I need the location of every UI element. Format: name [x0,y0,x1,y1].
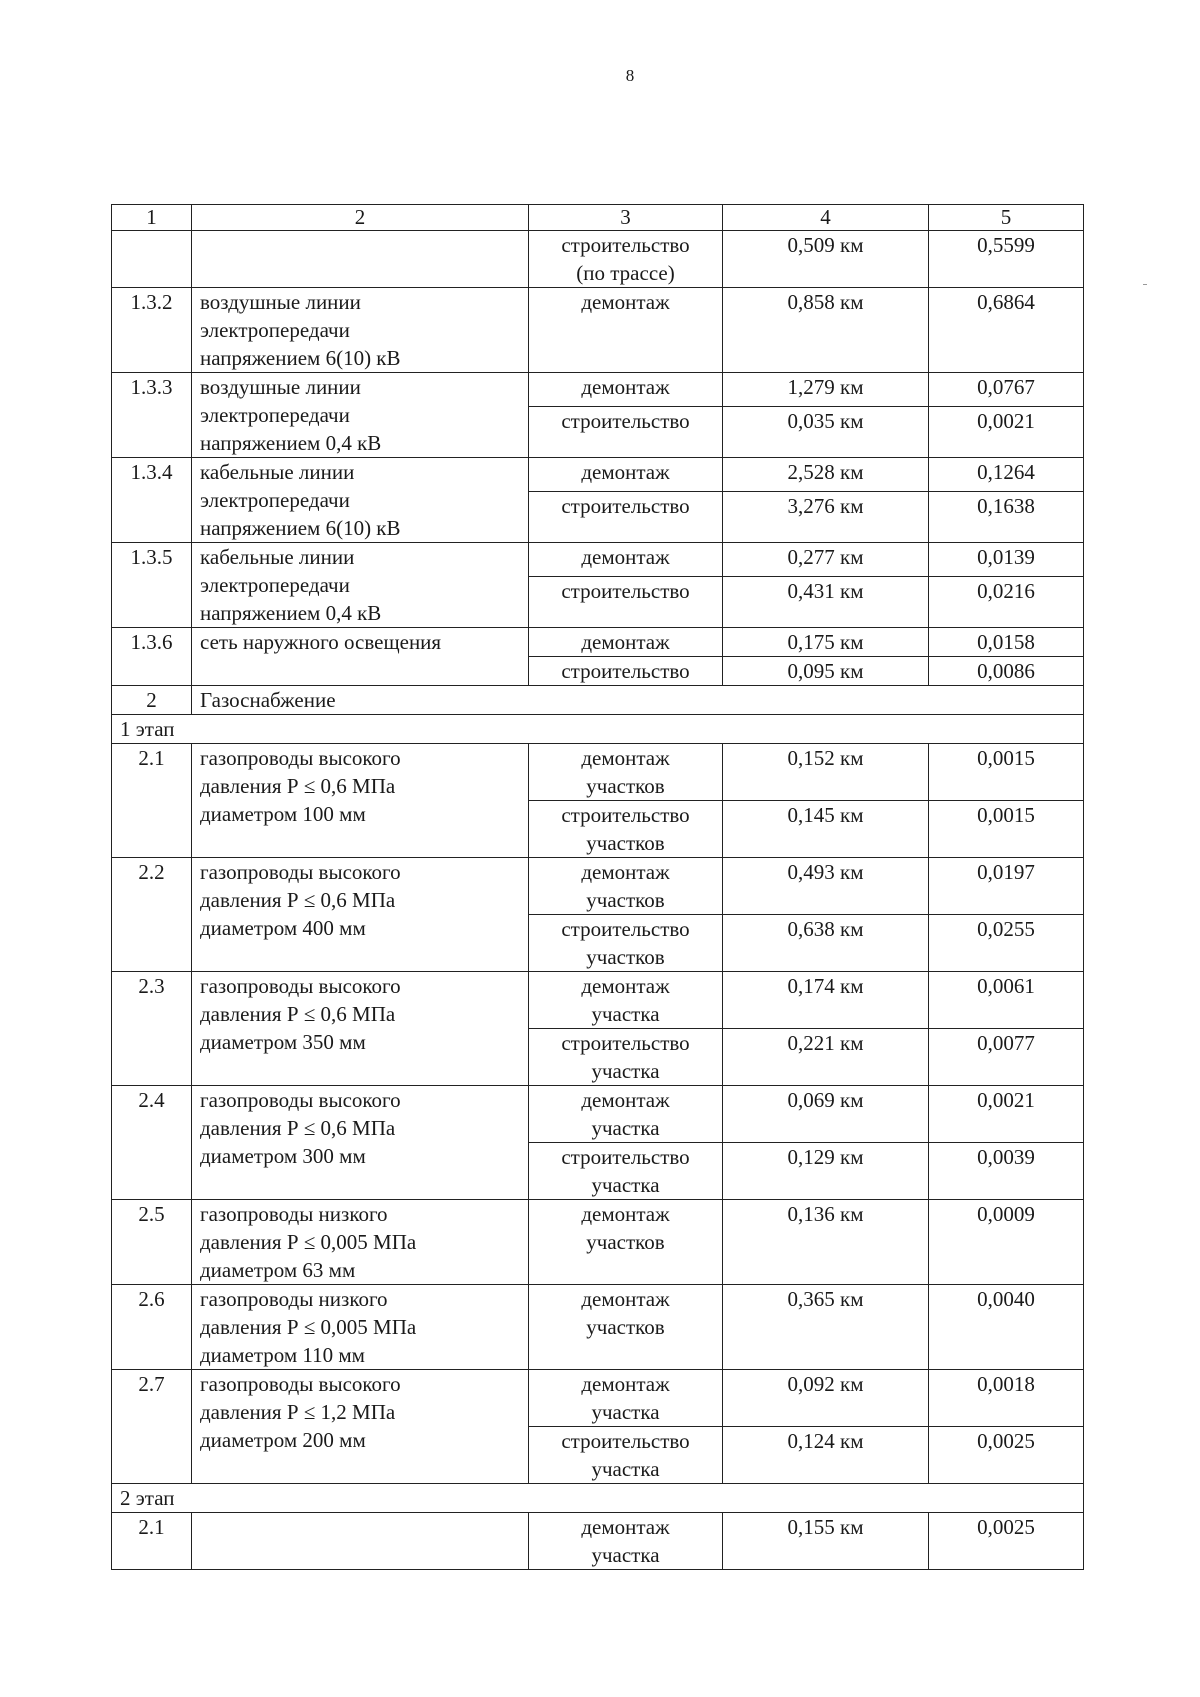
row-name: газопроводы низкого давления Р ≤ 0,005 МПа диаметром 63 мм [192,1200,529,1285]
value: 0,0158 [929,628,1084,657]
table-row [112,628,1084,657]
work-type: демонтаж участков [529,858,723,915]
work-type: демонтаж [529,628,723,657]
row-number: 1.3.3 [112,373,192,458]
table-row [112,1370,1084,1427]
work-type: демонтаж участков [529,1200,723,1285]
table-row [112,458,1084,492]
section-row [112,686,1084,715]
value: 0,0021 [929,407,1084,458]
length: 2,528 км [723,458,929,492]
row-name: газопроводы высокого давления Р ≤ 0,6 МПа диаметром 100 мм [192,744,529,858]
length: 0,638 км [723,915,929,972]
length: 0,035 км [723,407,929,458]
row-number: 2.1 [112,1513,192,1570]
value: 0,0139 [929,543,1084,577]
row-number: 2.7 [112,1370,192,1484]
row-name: сеть наружного освещения [192,628,529,686]
length: 0,152 км [723,744,929,801]
work-type: демонтаж участка [529,1086,723,1143]
scan-mark [1143,284,1147,285]
length: 0,124 км [723,1427,929,1484]
value: 0,6864 [929,288,1084,373]
row-number: 2.6 [112,1285,192,1370]
header-cell: 2 [192,205,529,231]
work-type: демонтаж [529,543,723,577]
work-type: строительство [529,577,723,628]
table-row [112,1285,1084,1370]
work-type: демонтаж [529,288,723,373]
row-name: газопроводы высокого давления Р ≤ 0,6 МПа диаметром 400 мм [192,858,529,972]
table-row [112,288,1084,373]
row-number: 1.3.6 [112,628,192,686]
value: 0,0015 [929,801,1084,858]
work-type: строительство участка [529,1143,723,1200]
row-number: 2.2 [112,858,192,972]
work-type: строительство [529,492,723,543]
table-row [112,1200,1084,1285]
value: 0,0025 [929,1513,1084,1570]
length: 0,174 км [723,972,929,1029]
table-row [112,231,1084,288]
row-name: кабельные линии электропередачи напряжением 0,4 кВ [192,543,529,628]
value: 0,0009 [929,1200,1084,1285]
value: 0,1638 [929,492,1084,543]
work-type: демонтаж [529,373,723,407]
header-cell: 1 [112,205,192,231]
row-name [192,231,529,288]
value: 0,0040 [929,1285,1084,1370]
header-cell: 5 [929,205,1084,231]
table-row [112,744,1084,801]
row-name: кабельные линии электропередачи напряжением 6(10) кВ [192,458,529,543]
value: 0,0025 [929,1427,1084,1484]
value: 0,0767 [929,373,1084,407]
length: 0,365 км [723,1285,929,1370]
length: 0,493 км [723,858,929,915]
value: 0,0197 [929,858,1084,915]
row-name: газопроводы низкого давления Р ≤ 0,005 МПа диаметром 110 мм [192,1285,529,1370]
length: 0,095 км [723,657,929,686]
length: 0,431 км [723,577,929,628]
row-number: 2.1 [112,744,192,858]
row-number: 2.3 [112,972,192,1086]
row-number: 1.3.2 [112,288,192,373]
row-number: 1.3.5 [112,543,192,628]
value: 0,0015 [929,744,1084,801]
value: 0,0077 [929,1029,1084,1086]
work-type: демонтаж участка [529,1513,723,1570]
table-row [112,543,1084,577]
work-type: строительство участков [529,915,723,972]
table-row [112,373,1084,407]
work-type: демонтаж участка [529,1370,723,1427]
table-row [112,972,1084,1029]
length: 0,175 км [723,628,929,657]
value: 0,0216 [929,577,1084,628]
work-type: демонтаж [529,458,723,492]
length: 0,092 км [723,1370,929,1427]
stage-label: 1 этап [112,715,1084,744]
stage-row [112,1484,1084,1513]
length: 1,279 км [723,373,929,407]
row-number: 1.3.4 [112,458,192,543]
length: 0,858 км [723,288,929,373]
section-title: Газоснабжение [192,686,1084,715]
row-name: газопроводы высокого давления Р ≤ 1,2 МПа диаметром 200 мм [192,1370,529,1484]
row-name: газопроводы высокого давления Р ≤ 0,6 МПа диаметром 300 мм [192,1086,529,1200]
length: 0,277 км [723,543,929,577]
row-number: 2.5 [112,1200,192,1285]
row-name [192,1513,529,1570]
length: 0,509 км [723,231,929,288]
value: 0,0061 [929,972,1084,1029]
work-type: строительство участка [529,1029,723,1086]
stage-row [112,715,1084,744]
length: 0,136 км [723,1200,929,1285]
work-type: демонтаж участков [529,1285,723,1370]
work-type: строительство [529,407,723,458]
work-type: строительство участков [529,801,723,858]
header-row [112,205,1084,231]
row-name: воздушные линии электропередачи напряжением 0,4 кВ [192,373,529,458]
value: 0,5599 [929,231,1084,288]
length: 0,155 км [723,1513,929,1570]
value: 0,0255 [929,915,1084,972]
value: 0,0018 [929,1370,1084,1427]
value: 0,1264 [929,458,1084,492]
header-cell: 4 [723,205,929,231]
row-name: газопроводы высокого давления Р ≤ 0,6 МПа диаметром 350 мм [192,972,529,1086]
table-row [112,1513,1084,1570]
data-table [111,204,1084,1570]
value: 0,0039 [929,1143,1084,1200]
page-number: 8 [625,66,635,85]
length: 0,145 км [723,801,929,858]
value: 0,0021 [929,1086,1084,1143]
row-number: 2.4 [112,1086,192,1200]
value: 0,0086 [929,657,1084,686]
row-number [112,231,192,288]
stage-label: 2 этап [112,1484,1084,1513]
work-type: строительство [529,657,723,686]
table-row [112,858,1084,915]
work-type: строительство (по трассе) [529,231,723,288]
length: 0,069 км [723,1086,929,1143]
length: 0,221 км [723,1029,929,1086]
row-name: воздушные линии электропередачи напряжением 6(10) кВ [192,288,529,373]
length: 3,276 км [723,492,929,543]
section-number: 2 [112,686,192,715]
length: 0,129 км [723,1143,929,1200]
work-type: демонтаж участка [529,972,723,1029]
work-type: строительство участка [529,1427,723,1484]
table-row [112,1086,1084,1143]
header-cell: 3 [529,205,723,231]
work-type: демонтаж участков [529,744,723,801]
